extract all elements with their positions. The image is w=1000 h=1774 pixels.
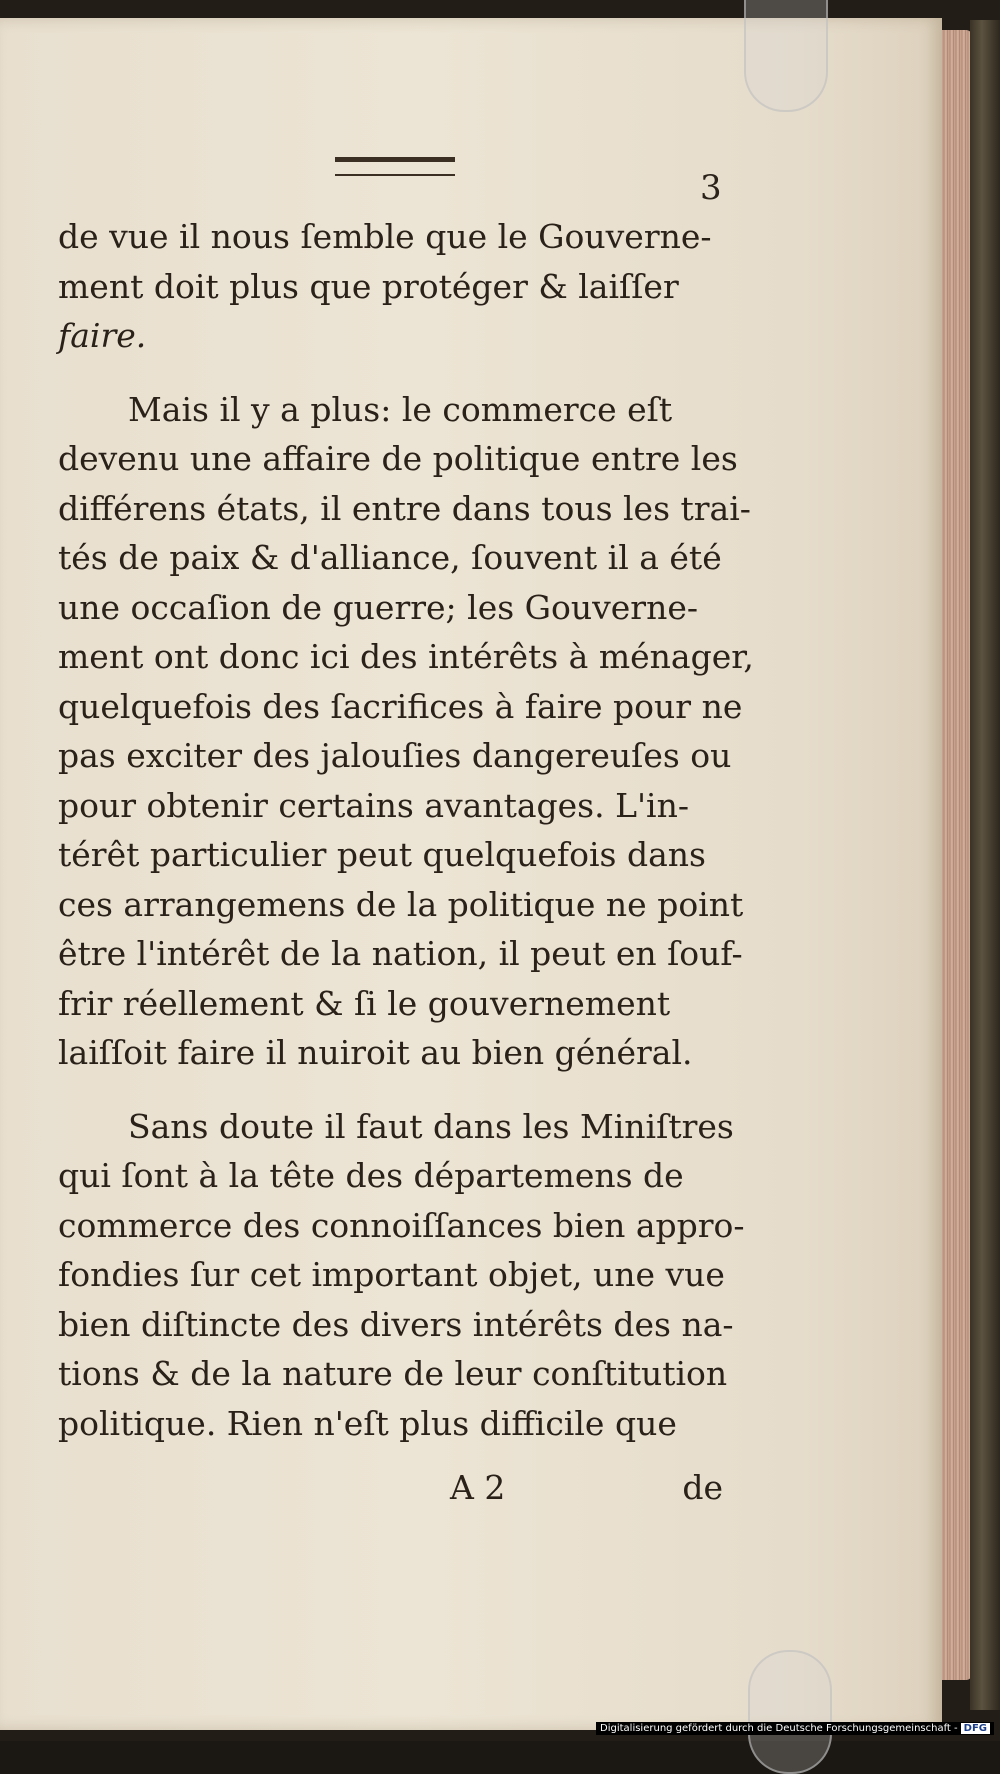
text-line-content: bien diſtincte des divers intérêts des na- [58,1304,734,1344]
text-line [58,1151,723,1201]
header-ornament [335,157,455,176]
text-line [58,979,723,1029]
text-line [58,212,723,262]
text-line [58,1300,734,1350]
text-line-content: une occaſion de guerre; les Gouverne- [58,587,699,627]
text-line [58,1201,745,1251]
top-clip [744,0,828,112]
digitization-note [596,1722,994,1735]
text-line [58,434,738,484]
text-line [58,1349,728,1399]
text-line-content: faire. [58,316,147,355]
text-line [58,1028,723,1078]
text-line-content: ces arrangemens de la politique ne point [58,884,744,924]
text-line [58,583,723,633]
text-line-content: pas exciter des jalouſies dangereuſes ou [58,736,732,775]
catchword: de [682,1468,723,1507]
text-line [58,1102,734,1152]
text-line-content: pour obtenir certains avantages. L'in- [58,785,690,825]
text-line [58,880,744,930]
text-line-content: tés de paix & d'alliance, ſouvent il a été [58,538,722,577]
text-line-content: tions & de la nature de leur conſtitution [58,1354,728,1393]
signature-mark: A 2 [450,1468,506,1507]
text-line-content: devenu une affaire de politique entre les [58,439,738,478]
text-line [58,385,723,435]
text-line [58,632,754,682]
text-line [58,533,723,583]
text-line [58,484,751,534]
text-line [58,311,723,361]
text-line [58,1399,723,1449]
text-line [58,929,743,979]
text-line [58,262,723,312]
text-line-content: commerce des connoiſſances bien appro- [58,1205,745,1245]
text-line [58,781,723,831]
text-line [58,1250,723,1300]
bottom-clip [748,1650,832,1774]
text-line-content: laiſſoit faire il nuiroit au bien général. [58,1033,693,1072]
text-line-content: frir réellement & ſi le gouvernement [58,983,671,1023]
text-line-content: différens états, il entre dans tous les trai- [58,488,751,528]
paragraph-gap [58,1078,723,1102]
page-edges [942,30,972,1680]
text-line-content: être l'intérêt de la nation, il peut en ſouf- [58,934,743,973]
body-text [58,212,754,1448]
text-line-content: de vue il nous ſemble que le Gouverne- [58,217,712,256]
text-line [58,682,743,732]
text-line-content: Mais il y a plus: le commerce eſt [128,389,673,429]
paragraph-gap [58,361,723,385]
text-line-content: Sans doute il faut dans les Miniſtres [128,1106,734,1146]
text-line-content: politique. Rien n'eſt plus difficile que [58,1403,677,1443]
text-line [58,830,723,880]
text-line [58,731,732,781]
text-line-content: ment doit plus que protéger & laiſſer [58,266,679,306]
text-line-content: quelquefois des ſacrifices à faire pour ne [58,686,743,726]
book-cover [970,20,1000,1710]
text-line-content: térêt particulier peut quelquefois dans [58,835,706,874]
page-number: 3 [700,168,722,208]
digitization-note-text: Digitalisierung gefördert durch die Deutsche Forschungsgemeinschaft - [600,1723,958,1734]
dfg-logo: DFG [961,1723,990,1734]
text-line-content: qui ſont à la tête des départemens de [58,1156,684,1195]
text-line-content: fondies ſur cet important objet, une vue [58,1255,725,1294]
text-line-content: ment ont donc ici des intérêts à ménager, [58,637,754,676]
